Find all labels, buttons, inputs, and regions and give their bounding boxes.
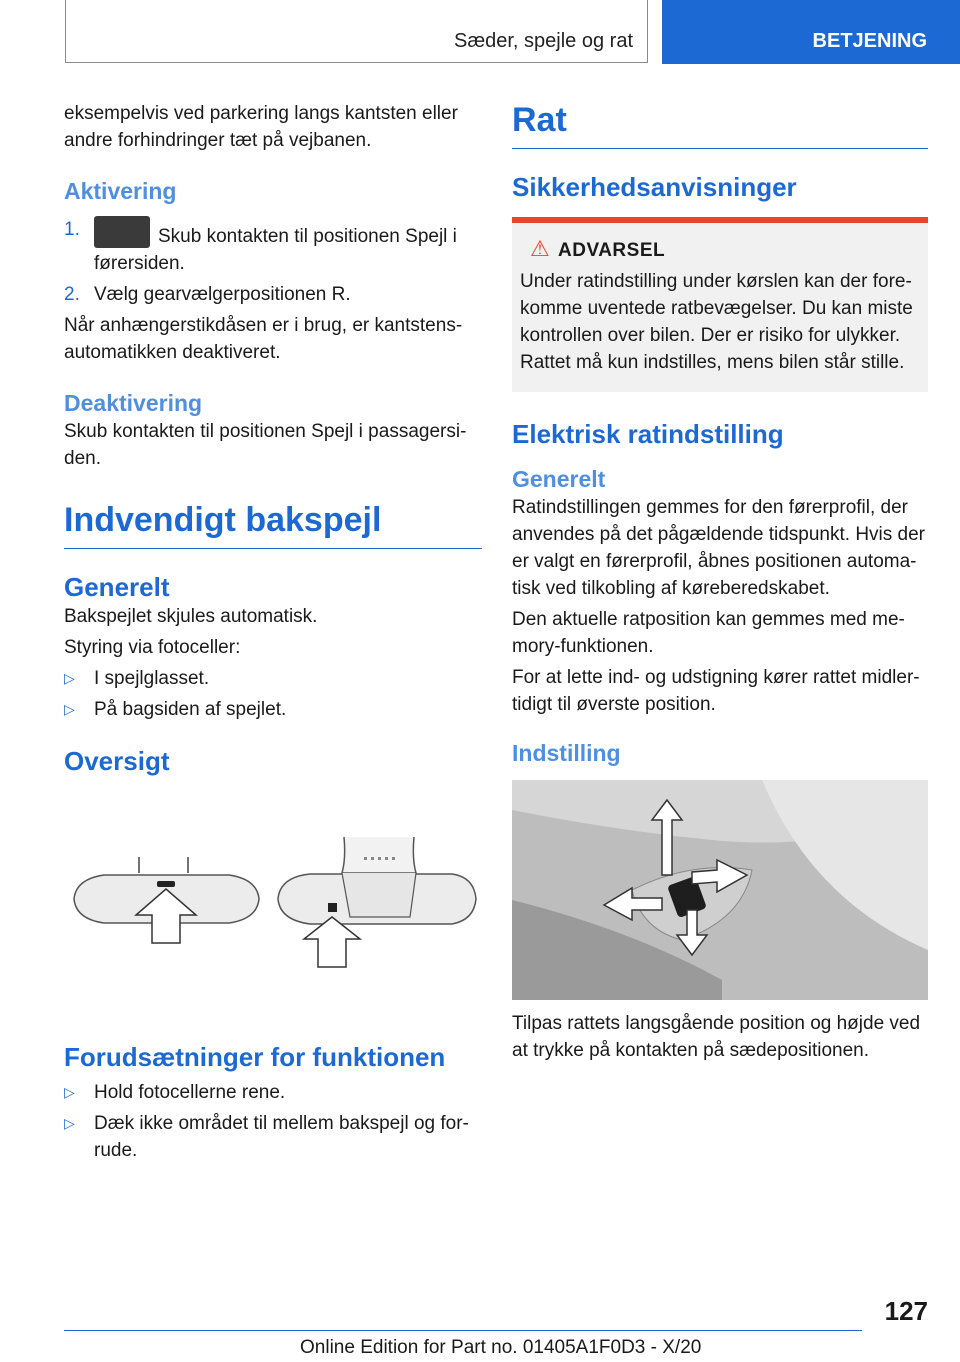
mirror-title: Indvendigt bakspejl [64, 500, 482, 549]
step-text: Vælg gearvælgerpositionen R. [94, 284, 351, 305]
electric-heading: Elektrisk ratindstilling [512, 419, 784, 449]
rearview-mirror-illustration [64, 777, 482, 1017]
bullet-text: I spejlglasset. [94, 668, 210, 689]
footer-edition [300, 1334, 960, 1361]
mirror-general-heading: Generelt [64, 572, 170, 602]
activation-step-1 [64, 216, 482, 277]
mirror-control-text: Styring via fotoceller: [64, 637, 241, 658]
electric-paragraph: Den aktuelle ratposition kan gemmes med me-mory-funktionen. [512, 609, 905, 657]
intro-text: eksempelvis ved parkering langs kantsten eller andre forhindringer tæt på vejbanen. [64, 103, 458, 151]
mirror-bullet [64, 665, 482, 692]
edition-text: Online Edition for Part no. 01405A1F0D3 - X/20 [300, 1337, 702, 1358]
deactivation-text: Skub kontakten til positionen Spejl i passagersi-den. [64, 421, 467, 469]
bullet-text: Hold fotocellerne rene. [94, 1082, 286, 1103]
mirror-switch-icon [94, 216, 150, 248]
bullet-text: På bagsiden af spejlet. [94, 699, 287, 720]
prereq-bullet [64, 1079, 482, 1106]
electric-paragraph: Ratindstillingen gemmes for den førerprofil, der anvendes på det pågældende tidspunkt. Hvis der er valgt en førerprofil, åbnes positionen automa-tisk ved tilkobling af køreberedskabet. [512, 497, 925, 599]
warning-triangle-icon: ⚠ [530, 236, 551, 261]
step-text: Skub kontakten til positionen Spejl i førersiden. [94, 226, 457, 274]
activation-note: Når anhængerstikdåsen er i brug, er kantstens-automatikken deaktiveret. [64, 315, 463, 363]
wheel-title: Rat [512, 100, 928, 149]
header-chapter-title: BETJENING [812, 30, 927, 52]
right-column [512, 100, 928, 1068]
mirror-bullet [64, 696, 482, 723]
warning-text: Under ratindstilling under kørslen kan der fore-komme uventede ratbevægelser. Du kan miste kontrollen over bilen. Der er risiko for ulykker. Rattet må kun indstilles, mens bilen står stille. [520, 271, 913, 373]
steering-adjust-photo [512, 780, 928, 1000]
step-number: 2. [64, 284, 80, 305]
prereq-bullet [64, 1110, 482, 1164]
footer-divider [64, 1330, 862, 1331]
electric-general-heading: Generelt [512, 466, 606, 492]
electric-paragraph: For at lette ind- og udstigning kører rattet midler-tidigt til øverste position. [512, 667, 920, 715]
warning-label: ADVARSEL [558, 240, 666, 261]
step-number: 1. [64, 219, 80, 240]
overview-heading: Oversigt [64, 746, 170, 776]
mirror-general-text: Bakspejlet skjules automatisk. [64, 606, 318, 627]
activation-step-2 [64, 281, 482, 308]
warning-box [512, 217, 928, 392]
setting-heading: Indstilling [512, 740, 621, 766]
triangle-bullet-icon: ▷ [64, 670, 75, 686]
triangle-bullet-icon: ▷ [64, 1115, 75, 1131]
header-section-tab [65, 0, 648, 63]
header-section-title: Sæder, spejle og rat [454, 30, 633, 52]
prereq-heading: Forudsætninger for funktionen [64, 1042, 446, 1072]
page-number: 127 [884, 1296, 928, 1326]
warning-title [520, 237, 918, 264]
safety-heading: Sikkerhedsanvisninger [512, 172, 797, 202]
deactivation-heading: Deaktivering [64, 390, 203, 416]
bullet-text: Dæk ikke området til mellem bakspejl og for-rude. [94, 1113, 469, 1161]
activation-heading: Aktivering [64, 178, 177, 204]
triangle-bullet-icon: ▷ [64, 701, 75, 717]
header-chapter-tab [662, 0, 960, 64]
triangle-bullet-icon: ▷ [64, 1084, 75, 1100]
left-column [64, 100, 482, 1168]
setting-caption: Tilpas rattets langsgående position og højde ved at trykke på kontakten på sædepositionen. [512, 1013, 921, 1061]
